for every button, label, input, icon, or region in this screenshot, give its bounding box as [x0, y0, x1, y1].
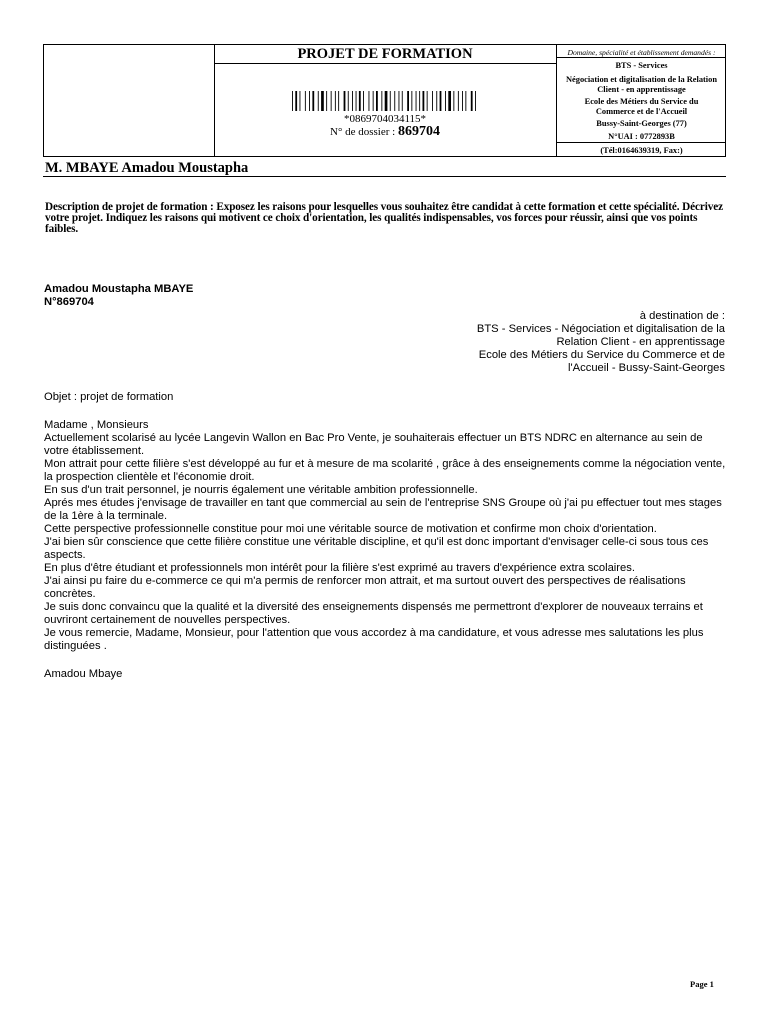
letter-body [44, 432, 727, 653]
divider [557, 57, 726, 58]
letter-paragraph: Je vous remercie, Madame, Monsieur, pour l'attention que vous accordez à ma candidature, et vous adresse mes salutations les plus distinguées . [44, 627, 704, 652]
header-logo-area [44, 45, 215, 156]
page-number: Page 1 [690, 979, 714, 989]
dossier-label: N° de dossier : [330, 126, 396, 138]
letter-paragraph: Je suis donc convaincu que la qualité et la diversité des enseignements dispensés me permettront d'explorer de nouveaux terrains et ouvriront certainement de nouvelles perspectives. [44, 601, 703, 626]
letter-paragraph: Aprés mes études j'envisage de travailler en tant que commercial au sein de l'entreprise SNS Groupe où j'ai pu effectuer tout mes stages de la 1ère à la terminale. [44, 497, 722, 522]
recipient-line: l'Accueil - Bussy-Saint-Georges [568, 362, 725, 374]
letter-salutation: Madame , Monsieurs [44, 419, 149, 431]
header-right-info [556, 45, 726, 156]
letter-paragraph: J'ai ainsi pu faire du e-commerce ce qui m'a permis de renforcer mon attrait, et ma surtout ouvert des perspectives de réalisations concrètes. [44, 575, 686, 600]
barcode-icon [292, 91, 478, 111]
domain-label: Domaine, spécialité et établissement demandés : [567, 48, 716, 57]
school-label: Ecole des Métiers du Service du Commerce et de l'Accueil [584, 97, 699, 116]
letter-paragraph: En sus d'un trait personnel, je nourris également une véritable ambition professionnelle. [44, 484, 478, 496]
letter-signature: Amadou Mbaye [44, 668, 123, 680]
candidate-name: M. MBAYE Amadou Moustapha [43, 159, 726, 177]
letter-subject: Objet : projet de formation [44, 391, 174, 403]
letter-paragraph: Mon attrait pour cette filière s'est développé au fur et à mesure de ma scolarité , grâce à des enseignements comme la négociation vente, la prospection clientèle et l'économie droit. [44, 458, 726, 483]
project-description-prompt: Description de projet de formation : Exposez les raisons pour lesquelles vous souhaitez être candidat à cette formation et cette spécialité. Décrivez votre projet. Indiquez les raisons qui motivent ce choix d'orientation, les qualités indispensables, vos forces pour réussir, ainsi que vos points faibles. [45, 201, 723, 235]
letter-paragraph: J'ai bien sûr conscience que cette filière constitue une véritable discipline, et qu'il est donc important d'envisager celle-ci sous tous ces aspects. [44, 536, 709, 561]
barcode-number: *0869704034115* [343, 113, 427, 125]
recipient-line: à destination de : [639, 310, 725, 322]
dossier-line [214, 125, 556, 139]
header-box [43, 44, 726, 157]
sender-number: N°869704 [44, 296, 94, 308]
dossier-number: 869704 [397, 124, 440, 139]
recipient-block [420, 310, 725, 375]
header-center [214, 45, 556, 156]
divider [557, 142, 726, 143]
uai-label: N°UAI : 0772893B [608, 132, 675, 141]
city-label: Bussy-Saint-Georges (77) [596, 119, 687, 128]
recipient-line: BTS - Services - Négociation et digitalisation de la [476, 323, 725, 335]
letter-paragraph: En plus d'être étudiant et professionnels mon intérêt pour la filière s'est exprimé au travers d'expérience extra scolaires. [44, 562, 635, 574]
letter-paragraph: Actuellement scolarisé au lycée Langevin Wallon en Bac Pro Vente, je souhaiterais effectuer un BTS NDRC en alternance au sein de votre établissement. [44, 432, 703, 457]
recipient-line: Relation Client - en apprentissage [556, 336, 725, 348]
phone-label: (Tél:0164639319, Fax:) [600, 146, 683, 155]
form-title: PROJET DE FORMATION [214, 45, 556, 64]
letter-paragraph: Cette perspective professionnelle constitue pour moi une véritable source de motivation et confirme mon choix d'orientation. [44, 523, 657, 535]
bts-label: BTS - Services [615, 61, 668, 70]
sender-name: Amadou Moustapha MBAYE [44, 283, 194, 295]
specialty-label: Négociation et digitalisation de la Relation Client - en apprentissage [566, 75, 717, 94]
recipient-line: Ecole des Métiers du Service du Commerce et de [478, 349, 725, 361]
